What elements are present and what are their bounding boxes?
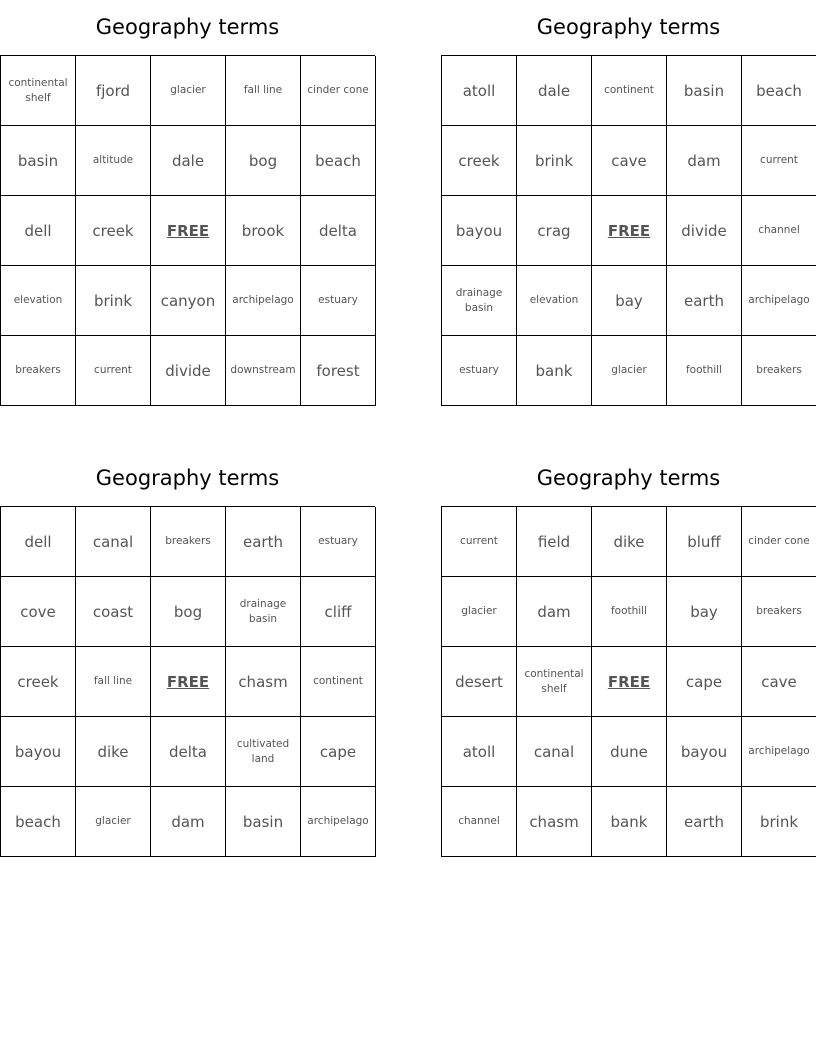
card-title: Geography terms <box>536 15 721 39</box>
bingo-cell: bayou <box>442 196 517 266</box>
bingo-cell: brink <box>742 787 816 857</box>
bingo-cell: bog <box>151 577 226 647</box>
bingo-cell: bog <box>226 126 301 196</box>
bingo-cell: foothill <box>667 336 742 406</box>
bingo-cell: cove <box>1 577 76 647</box>
bingo-cell: dale <box>517 56 592 126</box>
bingo-cell: foothill <box>592 577 667 647</box>
bingo-cell: brink <box>517 126 592 196</box>
bingo-cell: delta <box>301 196 376 266</box>
bingo-card-3 <box>0 463 375 857</box>
bingo-cell: channel <box>742 196 816 266</box>
bingo-grid <box>0 506 375 857</box>
bingo-cell: breakers <box>742 336 816 406</box>
bingo-cell: continental shelf <box>517 647 592 717</box>
bingo-cell: earth <box>667 787 742 857</box>
bingo-grid <box>441 55 816 406</box>
bingo-cell: dell <box>1 196 76 266</box>
bingo-cell: channel <box>442 787 517 857</box>
bingo-cell: drainage basin <box>442 266 517 336</box>
bingo-cell: earth <box>667 266 742 336</box>
bingo-cell: cave <box>592 126 667 196</box>
bingo-cell: glacier <box>151 56 226 126</box>
bingo-cell: cave <box>742 647 816 717</box>
bingo-cell: current <box>76 336 151 406</box>
bingo-cell: dell <box>1 507 76 577</box>
bingo-cell: altitude <box>76 126 151 196</box>
bingo-cell: archipelago <box>742 717 816 787</box>
bingo-cell: fall line <box>76 647 151 717</box>
free-space-cell: FREE <box>592 647 667 717</box>
bingo-cell: chasm <box>517 787 592 857</box>
bingo-cell: breakers <box>151 507 226 577</box>
bingo-cell: dam <box>667 126 742 196</box>
bingo-cell: cape <box>301 717 376 787</box>
bingo-cell: bayou <box>667 717 742 787</box>
bingo-cell: dam <box>517 577 592 647</box>
bingo-card-1 <box>0 12 375 406</box>
bingo-cell: brink <box>76 266 151 336</box>
bingo-cell: dam <box>151 787 226 857</box>
bingo-cell: cultivated land <box>226 717 301 787</box>
bingo-cell: estuary <box>442 336 517 406</box>
bingo-cell: glacier <box>76 787 151 857</box>
bingo-cell: atoll <box>442 717 517 787</box>
bingo-cell: glacier <box>442 577 517 647</box>
free-space-cell: FREE <box>151 647 226 717</box>
bingo-cell: basin <box>1 126 76 196</box>
bingo-cell: beach <box>301 126 376 196</box>
bingo-cell: dune <box>592 717 667 787</box>
free-space-cell: FREE <box>151 196 226 266</box>
bingo-cell: elevation <box>1 266 76 336</box>
bingo-card-2 <box>441 12 816 406</box>
bingo-cell: fjord <box>76 56 151 126</box>
bingo-cell: beach <box>742 56 816 126</box>
bingo-cell: glacier <box>592 336 667 406</box>
bingo-cell: breakers <box>1 336 76 406</box>
bingo-cell: divide <box>667 196 742 266</box>
bingo-cell: continent <box>301 647 376 717</box>
bingo-cell: coast <box>76 577 151 647</box>
bingo-cell: downstream <box>226 336 301 406</box>
bingo-cell: continent <box>592 56 667 126</box>
card-title: Geography terms <box>95 466 280 490</box>
bingo-cell: canal <box>517 717 592 787</box>
bingo-cell: bay <box>592 266 667 336</box>
bingo-cell: delta <box>151 717 226 787</box>
card-title: Geography terms <box>536 466 721 490</box>
bingo-cell: basin <box>226 787 301 857</box>
bingo-card-4 <box>441 463 816 857</box>
bingo-cell: forest <box>301 336 376 406</box>
bingo-cell: archipelago <box>301 787 376 857</box>
bingo-cell: cape <box>667 647 742 717</box>
bingo-cell: archipelago <box>742 266 816 336</box>
free-space-cell: FREE <box>592 196 667 266</box>
bingo-cell: dike <box>592 507 667 577</box>
bingo-cell: creek <box>1 647 76 717</box>
bingo-cell: atoll <box>442 56 517 126</box>
bingo-cell: dike <box>76 717 151 787</box>
bingo-grid <box>0 55 375 406</box>
bingo-cell: basin <box>667 56 742 126</box>
bingo-cell: cliff <box>301 577 376 647</box>
bingo-cell: crag <box>517 196 592 266</box>
bingo-cell: bluff <box>667 507 742 577</box>
bingo-cell: chasm <box>226 647 301 717</box>
bingo-cell: breakers <box>742 577 816 647</box>
bingo-cell: cinder cone <box>742 507 816 577</box>
bingo-grid <box>441 506 816 857</box>
bingo-cell: elevation <box>517 266 592 336</box>
card-title: Geography terms <box>95 15 280 39</box>
bingo-cell: earth <box>226 507 301 577</box>
bingo-cell: current <box>442 507 517 577</box>
bingo-cell: dale <box>151 126 226 196</box>
bingo-cell: current <box>742 126 816 196</box>
bingo-cell: canyon <box>151 266 226 336</box>
bingo-cell: cinder cone <box>301 56 376 126</box>
bingo-cell: field <box>517 507 592 577</box>
bingo-cell: continental shelf <box>1 56 76 126</box>
bingo-cell: estuary <box>301 266 376 336</box>
bingo-cell: divide <box>151 336 226 406</box>
bingo-cell: brook <box>226 196 301 266</box>
bingo-cell: fall line <box>226 56 301 126</box>
bingo-cell: desert <box>442 647 517 717</box>
bingo-cell: beach <box>1 787 76 857</box>
bingo-cell: bank <box>517 336 592 406</box>
bingo-cell: canal <box>76 507 151 577</box>
bingo-cell: bay <box>667 577 742 647</box>
bingo-cell: creek <box>442 126 517 196</box>
bingo-cell: drainage basin <box>226 577 301 647</box>
bingo-cell: bank <box>592 787 667 857</box>
bingo-cell: bayou <box>1 717 76 787</box>
bingo-cell: archipelago <box>226 266 301 336</box>
bingo-cell: creek <box>76 196 151 266</box>
bingo-cell: estuary <box>301 507 376 577</box>
